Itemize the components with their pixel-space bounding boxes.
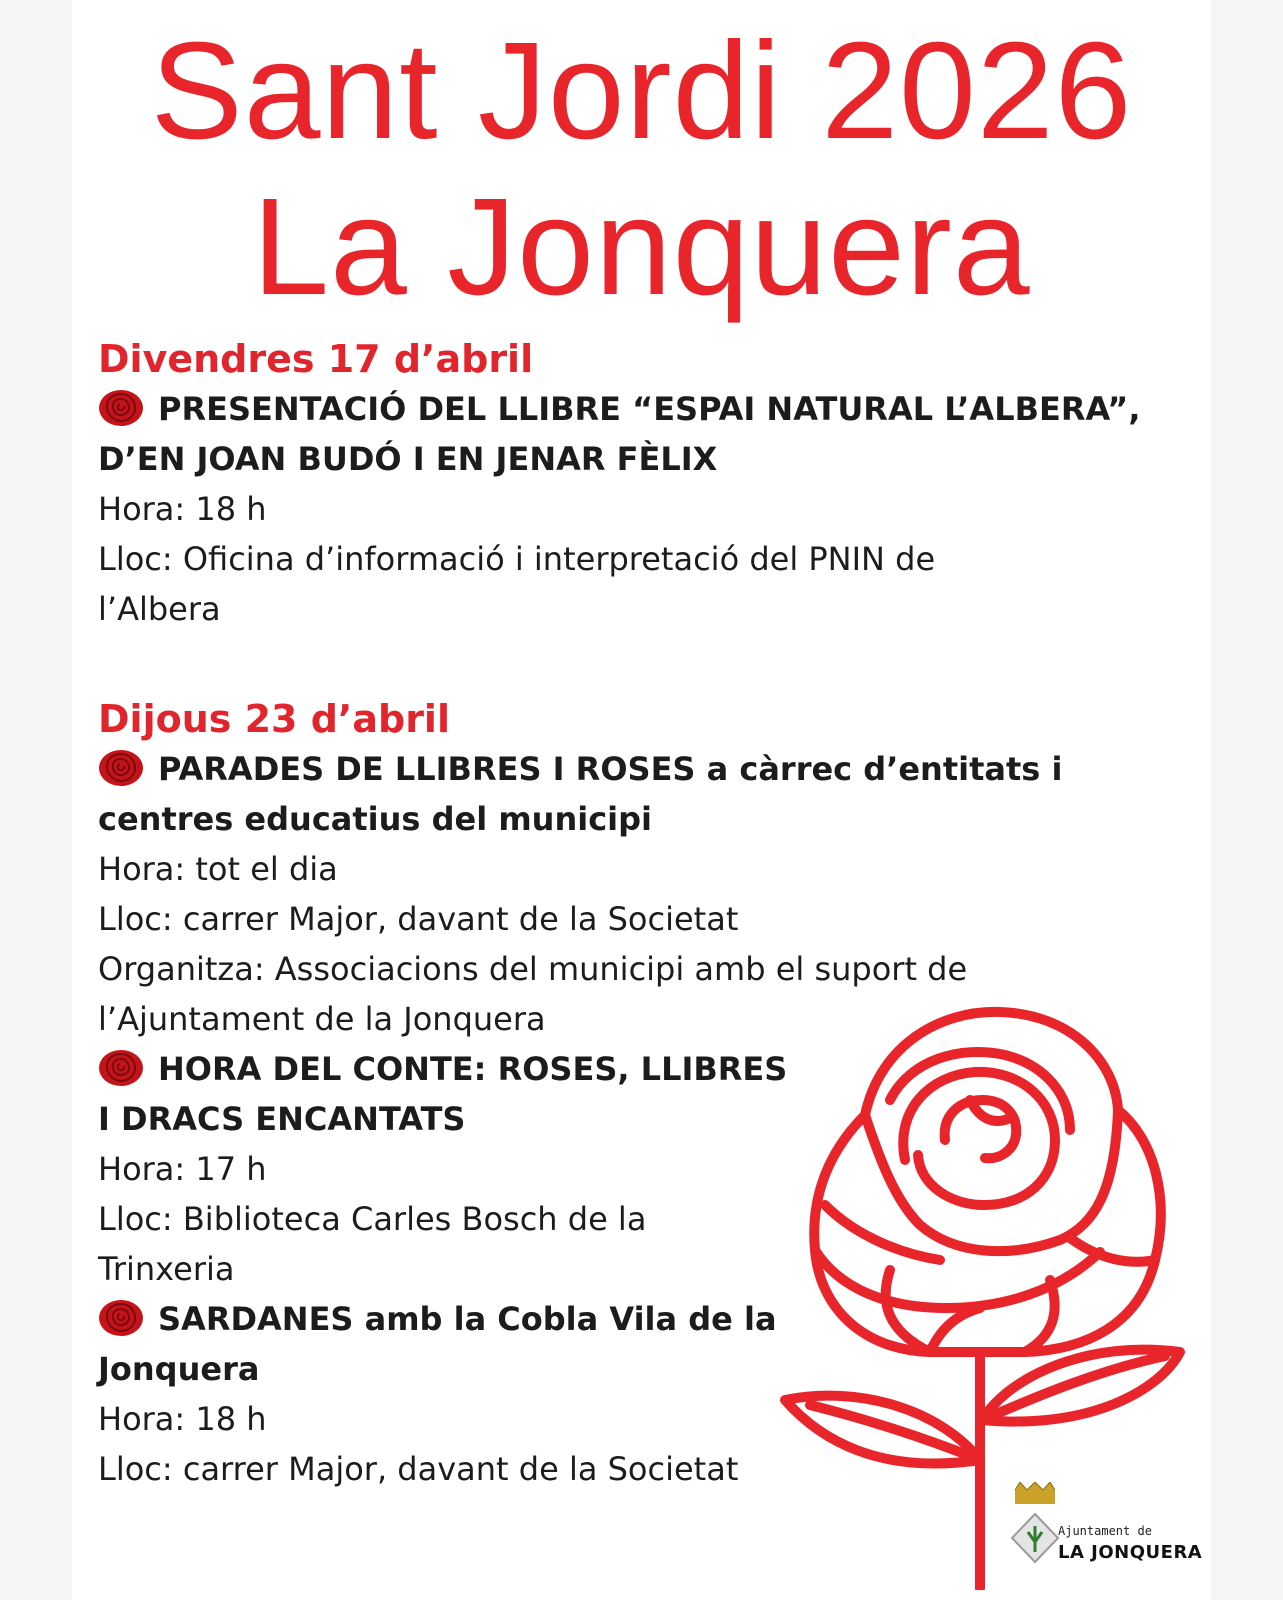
event-title: PRESENTACIÓ DEL LLIBRE “ESPAI NATURAL L’ALBERA”, <box>98 384 1188 434</box>
event-place-cont: l’Albera <box>98 590 221 628</box>
event-organizer: Organitza: Associacions del municipi amb el suport de <box>98 950 968 988</box>
event-place: Lloc: carrer Major, davant de la Societat <box>98 900 739 938</box>
event-time: Hora: 18 h <box>98 1400 267 1438</box>
event-place: Lloc: Biblioteca Carles Bosch de la <box>98 1200 647 1238</box>
event-title: PARADES DE LLIBRES I ROSES a càrrec d’entitats i <box>98 744 1188 794</box>
event-time: Hora: 18 h <box>98 490 267 528</box>
rose-icon <box>98 749 144 787</box>
rose-icon <box>98 1299 144 1337</box>
event-place-cont: Trinxeria <box>98 1250 235 1288</box>
event-title: HORA DEL CONTE: ROSES, LLIBRES <box>98 1044 1188 1094</box>
logo-caption: Ajuntament de <box>1058 1524 1152 1538</box>
logo-name: LA JONQUERA <box>1058 1542 1203 1563</box>
event-title-cont: I DRACS ENCANTATS <box>98 1100 466 1138</box>
event-place: Lloc: Oficina d’informació i interpretació del PNIN de <box>98 540 936 578</box>
poster-subtitle: La Jonquera <box>252 170 1031 324</box>
event-title-cont: centres educatius del municipi <box>98 800 653 838</box>
event-title: SARDANES amb la Cobla Vila de la <box>98 1294 1188 1344</box>
day-heading-2: Dijous 23 d’abril <box>98 697 450 741</box>
poster-title: Sant Jordi 2026 <box>150 14 1133 168</box>
event-organizer-cont: l’Ajuntament de la Jonquera <box>98 1000 546 1038</box>
day-heading-1: Divendres 17 d’abril <box>98 337 534 381</box>
event-place: Lloc: carrer Major, davant de la Societat <box>98 1450 739 1488</box>
event-time: Hora: 17 h <box>98 1150 267 1188</box>
event-title-cont: D’EN JOAN BUDÓ I EN JENAR FÈLIX <box>98 440 718 478</box>
rose-icon <box>98 1049 144 1087</box>
event-time: Hora: tot el dia <box>98 850 338 888</box>
event-title-cont: Jonquera <box>98 1350 260 1388</box>
rose-icon <box>98 389 144 427</box>
